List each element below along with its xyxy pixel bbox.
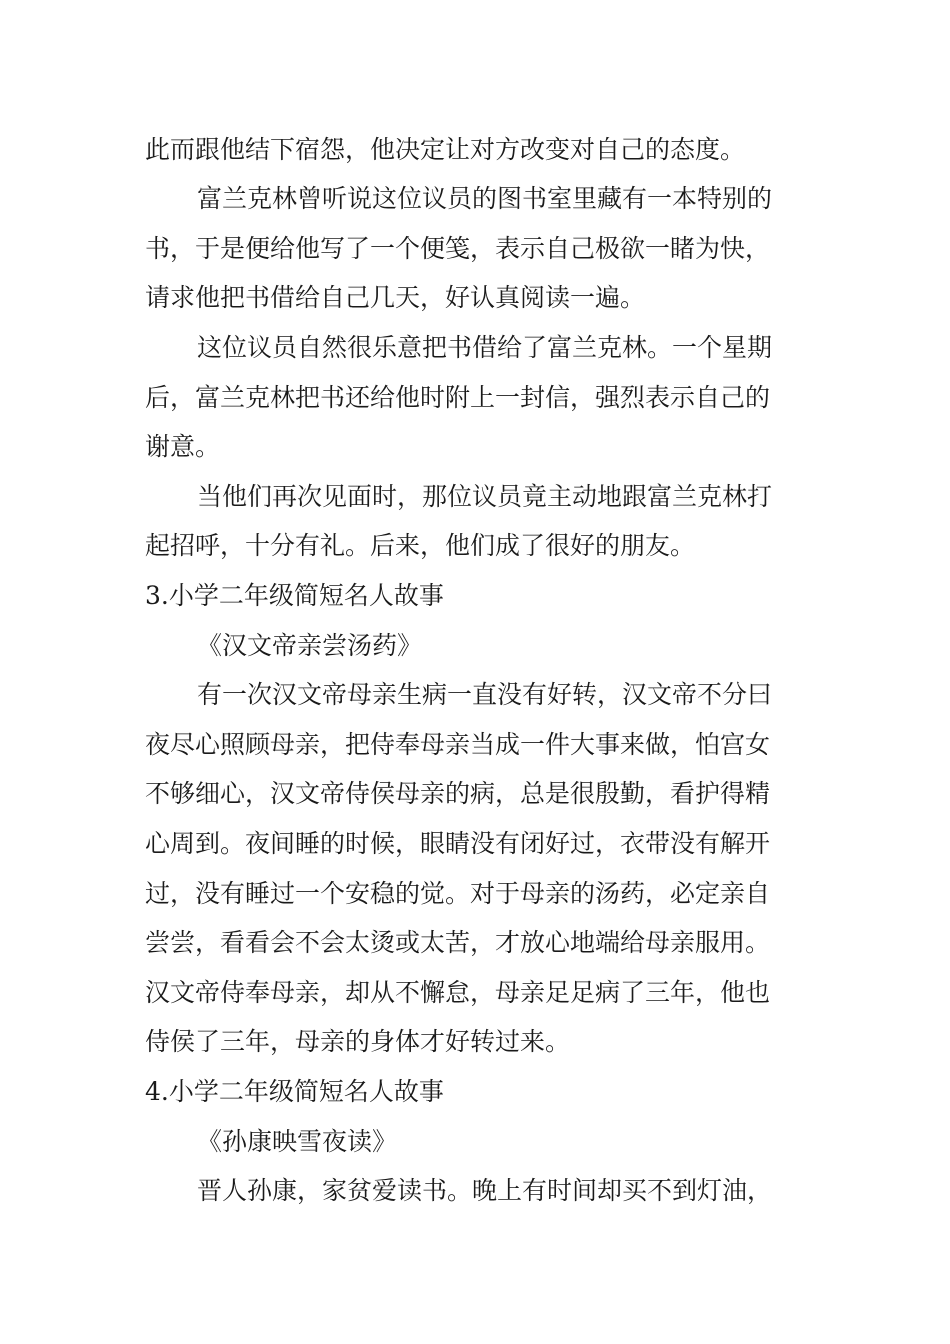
text-line-4: 请求他把书借给自己几天，好认真阅读一遍。 xyxy=(145,283,646,312)
story-title-1: 《汉文帝亲尝汤药》 xyxy=(197,631,423,660)
text-line-10: 有一次汉文帝母亲生病一直没有好转，汉文帝不分曰 xyxy=(197,680,773,709)
section-heading-3: 3.小学二年级简短名人故事 xyxy=(145,581,444,610)
text-line-9: 起招呼，十分有礼。后来，他们成了很好的朋友。 xyxy=(145,531,696,560)
text-line-7: 谢意。 xyxy=(145,432,221,461)
text-line-13: 心周到。夜间睡的时候，眼睛没有闭好过，衣带没有解开 xyxy=(145,829,771,858)
text-line-12: 不够细心，汉文帝侍侯母亲的病，总是很殷勤，看护得精 xyxy=(145,779,771,808)
section-heading-4: 4.小学二年级简短名人故事 xyxy=(145,1077,444,1106)
text-line-2: 富兰克林曾听说这位议员的图书室里藏有一本特别的 xyxy=(197,184,773,213)
text-line-18: 晋人孙康，家贫爱读书。晚上有时间却买不到灯油， xyxy=(197,1176,773,1205)
story-title-2: 《孙康映雪夜读》 xyxy=(197,1127,398,1156)
text-line-11: 夜尽心照顾母亲，把侍奉母亲当成一件大事来做，怕宫女 xyxy=(145,730,771,759)
text-line-1: 此而跟他结下宿怨，他决定让对方改变对自己的态度。 xyxy=(145,135,746,164)
text-line-17: 侍侯了三年，母亲的身体才好转过来。 xyxy=(145,1027,571,1056)
text-line-6: 后，富兰克林把书还给他时附上一封信，强烈表示自己的 xyxy=(145,383,771,412)
text-line-14: 过，没有睡过一个安稳的觉。对于母亲的汤药，必定亲自 xyxy=(145,879,771,908)
text-line-3: 书，于是便给他写了一个便笺，表示自己极欲一睹为快， xyxy=(145,234,771,263)
text-line-8: 当他们再次见面时，那位议员竟主动地跟富兰克林打 xyxy=(197,482,773,511)
text-line-5: 这位议员自然很乐意把书借给了富兰克林。一个星期 xyxy=(197,333,773,362)
text-line-16: 汉文帝侍奉母亲，却从不懈怠，母亲足足病了三年，他也 xyxy=(145,978,771,1007)
text-line-15: 尝尝，看看会不会太烫或太苦，才放心地端给母亲服用。 xyxy=(145,928,771,957)
